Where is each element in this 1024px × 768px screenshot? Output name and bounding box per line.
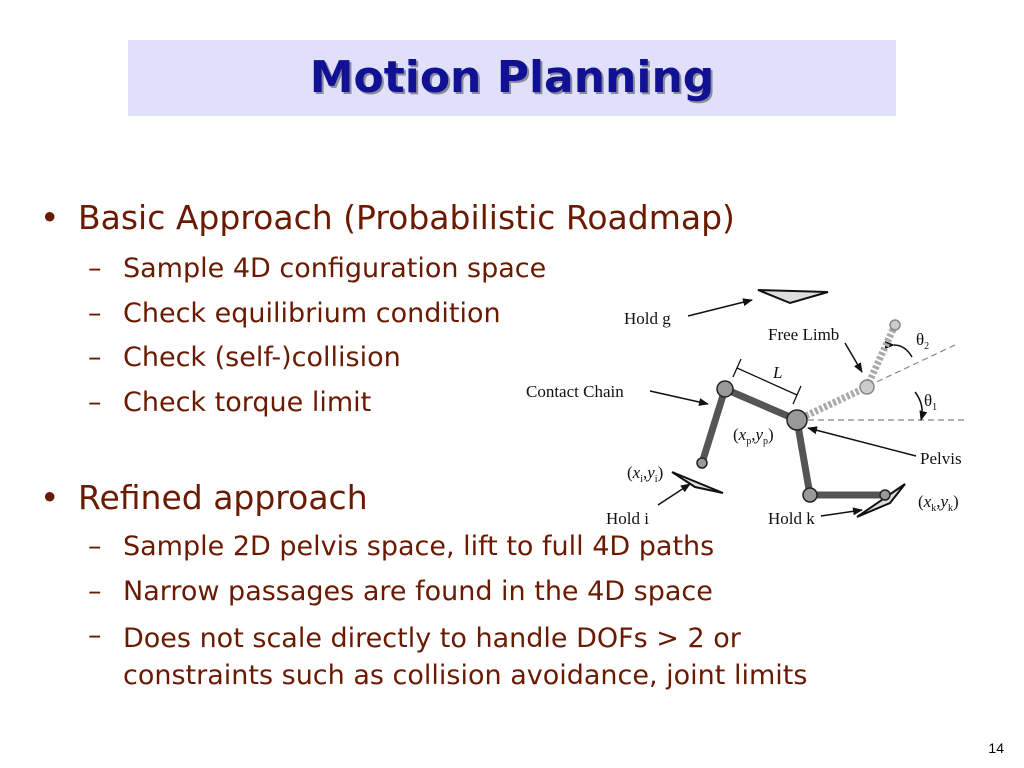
bullet-heading: Refined approach: [78, 478, 368, 517]
end-effector-k: [880, 490, 890, 500]
hold-k-coordinate-label: $(x_k,y_k)$: [918, 492, 959, 514]
pelvis-arrow: [808, 428, 916, 456]
sub-bullet-text: Check torque limit: [123, 387, 372, 418]
hold-i-coordinate-label: $(x_i,y_i)$: [627, 463, 664, 485]
contact-chain-link-1: [702, 389, 725, 463]
free-limb-joint: [860, 380, 874, 394]
bullet-heading: Basic Approach (Probabilistic Roadmap): [78, 198, 735, 237]
hold-g-label: Hold g: [624, 309, 671, 328]
contact-chain-link-3: [797, 420, 810, 495]
free-limb-link-1: [797, 387, 867, 420]
free-limb-link-2: [867, 325, 895, 387]
dash-icon: –: [88, 620, 102, 651]
contact-chain-link-2: [725, 389, 797, 420]
hold-k-arrow: [821, 510, 862, 516]
hold-g-shape: [758, 290, 828, 303]
sub-bullet-text: Sample 2D pelvis space, lift to full 4D paths: [123, 531, 715, 562]
joint-knee-i: [717, 381, 733, 397]
dash-icon: –: [88, 576, 102, 607]
hold-k-label: Hold k: [768, 509, 815, 528]
pelvis-label: Pelvis: [920, 449, 962, 468]
sub-bullet-text: Check (self-)collision: [123, 342, 401, 373]
bullet-dot-icon: •: [40, 198, 60, 237]
slide-title: Motion Planning: [309, 52, 715, 103]
sub-bullet-text: Narrow passages are found in the 4D space: [123, 576, 713, 607]
pelvis-coordinate-label: $(x_p,y_p)$: [733, 425, 774, 447]
sub-bullet-text: Does not scale directly to handle DOFs > 2 or constraints such as collision avoidance, joint limits: [123, 623, 808, 691]
contact-chain-arrow: [650, 391, 708, 404]
hold-g-arrow: [688, 300, 752, 316]
hold-i-shape: [672, 472, 723, 493]
bullet-dot-icon: •: [40, 478, 60, 517]
dash-icon: –: [88, 387, 102, 418]
theta1-arc: [915, 392, 922, 420]
length-tick-1: [733, 359, 741, 377]
contact-chain-label: Contact Chain: [526, 382, 624, 401]
page-number: 14: [988, 740, 1004, 756]
sub-bullet-text: Check equilibrium condition: [123, 298, 501, 329]
dash-icon: –: [88, 298, 102, 329]
free-limb-end: [890, 320, 900, 330]
length-label: L: [773, 363, 783, 382]
hold-i-label: Hold i: [606, 509, 649, 528]
dash-icon: –: [88, 342, 102, 373]
theta1-label: $\theta_1$: [924, 391, 938, 413]
pelvis-joint: [787, 410, 807, 430]
hold-i-arrow: [658, 484, 690, 505]
length-tick-2: [793, 386, 801, 404]
theta2-label: $\theta_2$: [916, 330, 930, 352]
sub-bullet-text: Sample 4D configuration space: [123, 253, 547, 284]
theta1-direction-line: [868, 345, 955, 386]
free-limb-label: Free Limb: [768, 325, 840, 344]
dash-icon: –: [88, 531, 102, 562]
end-effector-i: [697, 458, 707, 468]
hold-k-shape: [857, 484, 905, 517]
dash-icon: –: [88, 253, 102, 284]
theta2-arc: [894, 345, 912, 357]
joint-knee-k: [803, 488, 817, 502]
free-limb-arrow: [845, 343, 862, 372]
length-dimension-line: [737, 368, 797, 395]
